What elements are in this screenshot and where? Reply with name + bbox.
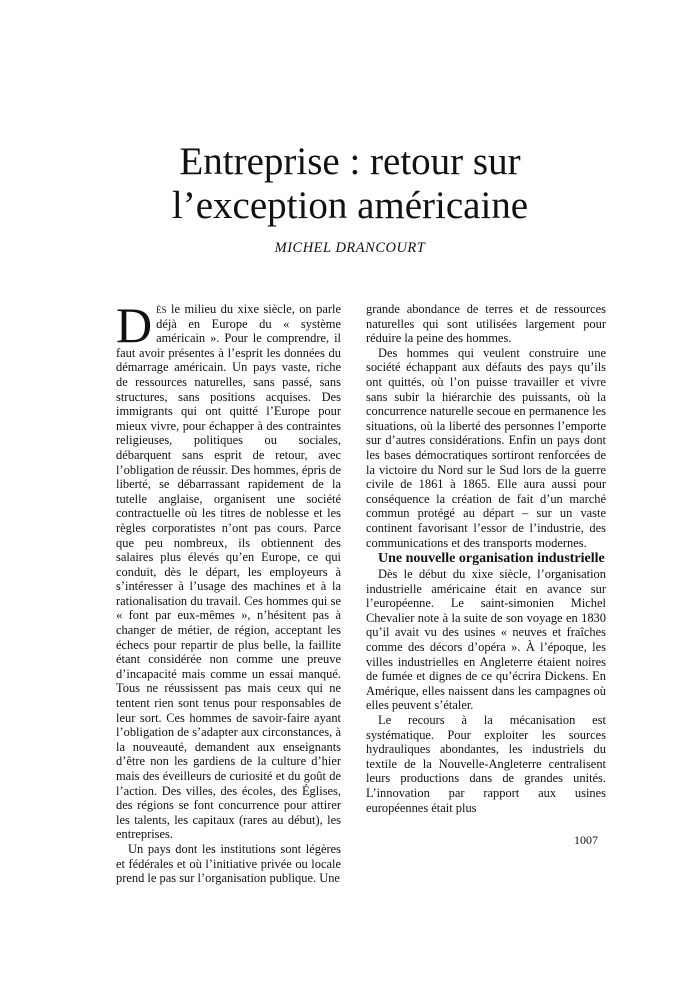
opening-paragraph-text: le milieu du xixe siècle, on parle déjà en Europe du « système américain ». Pour le comprendre, il faut avoir présentes à l’esprit les données du démarrage américain. Un pays vaste, riche de ressources naturelles, sans passé, sans structures, sans positions acquises. Des immigrants qui ont quitté l’Europe pour mieux vivre, pour échapper à des contraintes religieuses, politiques ou sociales, débarquent sans esprit de retour, avec l’obligation de réussir. Des hommes, épris de liberté, se débarrassant rapidement de la tutelle anglaise, organisent une société contractuelle où les titres de noblesse et les règles corporatistes n’ont pas cours. Parce que peu nombreux, ils obtiennent des salaires plus élevés qu’en Europe, ce qui conduit, dès le départ, les employeurs à s’intéresser à l’usage des machines et à la rationalisation du travail. Ces hommes qui se « font par eux-mêmes », n’hésitent pas à changer de métier, de région, acceptant les échecs pour repartir de plus belle, la faillite étant considérée non comme une preuve d’incapacité mais comme un essai manqué. Tous ne réussissent pas mais ceux qui ne tentent rien sont tenus pour responsables de leur sort. Ces hommes de savoir-faire ayant l’obligation de s’adapter aux circonstances, à la nouveauté, demandent aux enseignants d’être non les gardiens de la culture d’hier mais des éveilleurs de curiosité et du goût de l’action. Des villes, des écoles, des Églises, des régions se font concurrence pour attirer les talents, les capitaux (rares au début), les entreprises. <box>116 302 341 842</box>
right-column <box>366 302 606 815</box>
article-title-line-2: l’exception américaine <box>171 184 529 227</box>
left-column <box>116 297 341 886</box>
article-title-line-1: Entreprise : retour sur <box>179 140 521 183</box>
author-name: MICHEL DRANCOURT <box>274 240 426 256</box>
opening-paragraph <box>116 297 341 842</box>
opening-small-caps: ès <box>156 302 167 316</box>
right-paragraph-3: Dès le début du xixe siècle, l’organisation industrielle américaine était en avance sur l’européenne. Le saint-simonien Michel Chevalier note à la suite de son voyage en 1830 qu’il avait vu des usines « neuves et fraîches comme des décors d’opéra ». À l’époque, les villes industrielles en Angleterre étaient noires de fumée et dignes de ce qu’écrira Dickens. En Amérique, elles naissent dans les campagnes où elles peuvent s’étaler. <box>366 567 606 713</box>
left-paragraph-2: Un pays dont les institutions sont légères et fédérales et où l’initiative privée ou locale prend le pas sur l’organisation publique. Une <box>116 841 341 886</box>
drop-cap: D <box>116 297 153 353</box>
right-paragraph-2: Des hommes qui veulent construire une société échappant aux défauts des pays qu’ils ont quittés, où l’on puisse travailler et vivre sans subir la hiérarchie des puissants, où la concurrence naturelle secoue en permanence les situations, où la liberté des personnes l’emporte sur d’autres considérations. Enfin un pays dont les bases démocratiques sortiront renforcées de la victoire du Nord sur le Sud lors de la guerre civile de 1861 à 1865. Elle aura aussi pour conséquence la création de fait d’un marché commun protégé au départ – sur un vaste continent favorisant l’essor de l’industrie, des communications et des transports modernes. <box>366 345 606 550</box>
page-number: 1007 <box>574 833 598 847</box>
article-title <box>0 140 700 228</box>
right-paragraph-4: Le recours à la mécanisation est systématique. Pour exploiter les sources hydrauliques abondantes, les industriels du textile de la Nouvelle-Angleterre centralisent leurs productions dans de grandes unités. L’innovation par rapport aux usines européennes était plus <box>366 713 606 815</box>
right-paragraph-1: grande abondance de terres et de ressources naturelles qui sont utilisées largement pour réduire la peine des hommes. <box>366 302 606 346</box>
section-heading: Une nouvelle organisation industrielle <box>378 551 605 567</box>
